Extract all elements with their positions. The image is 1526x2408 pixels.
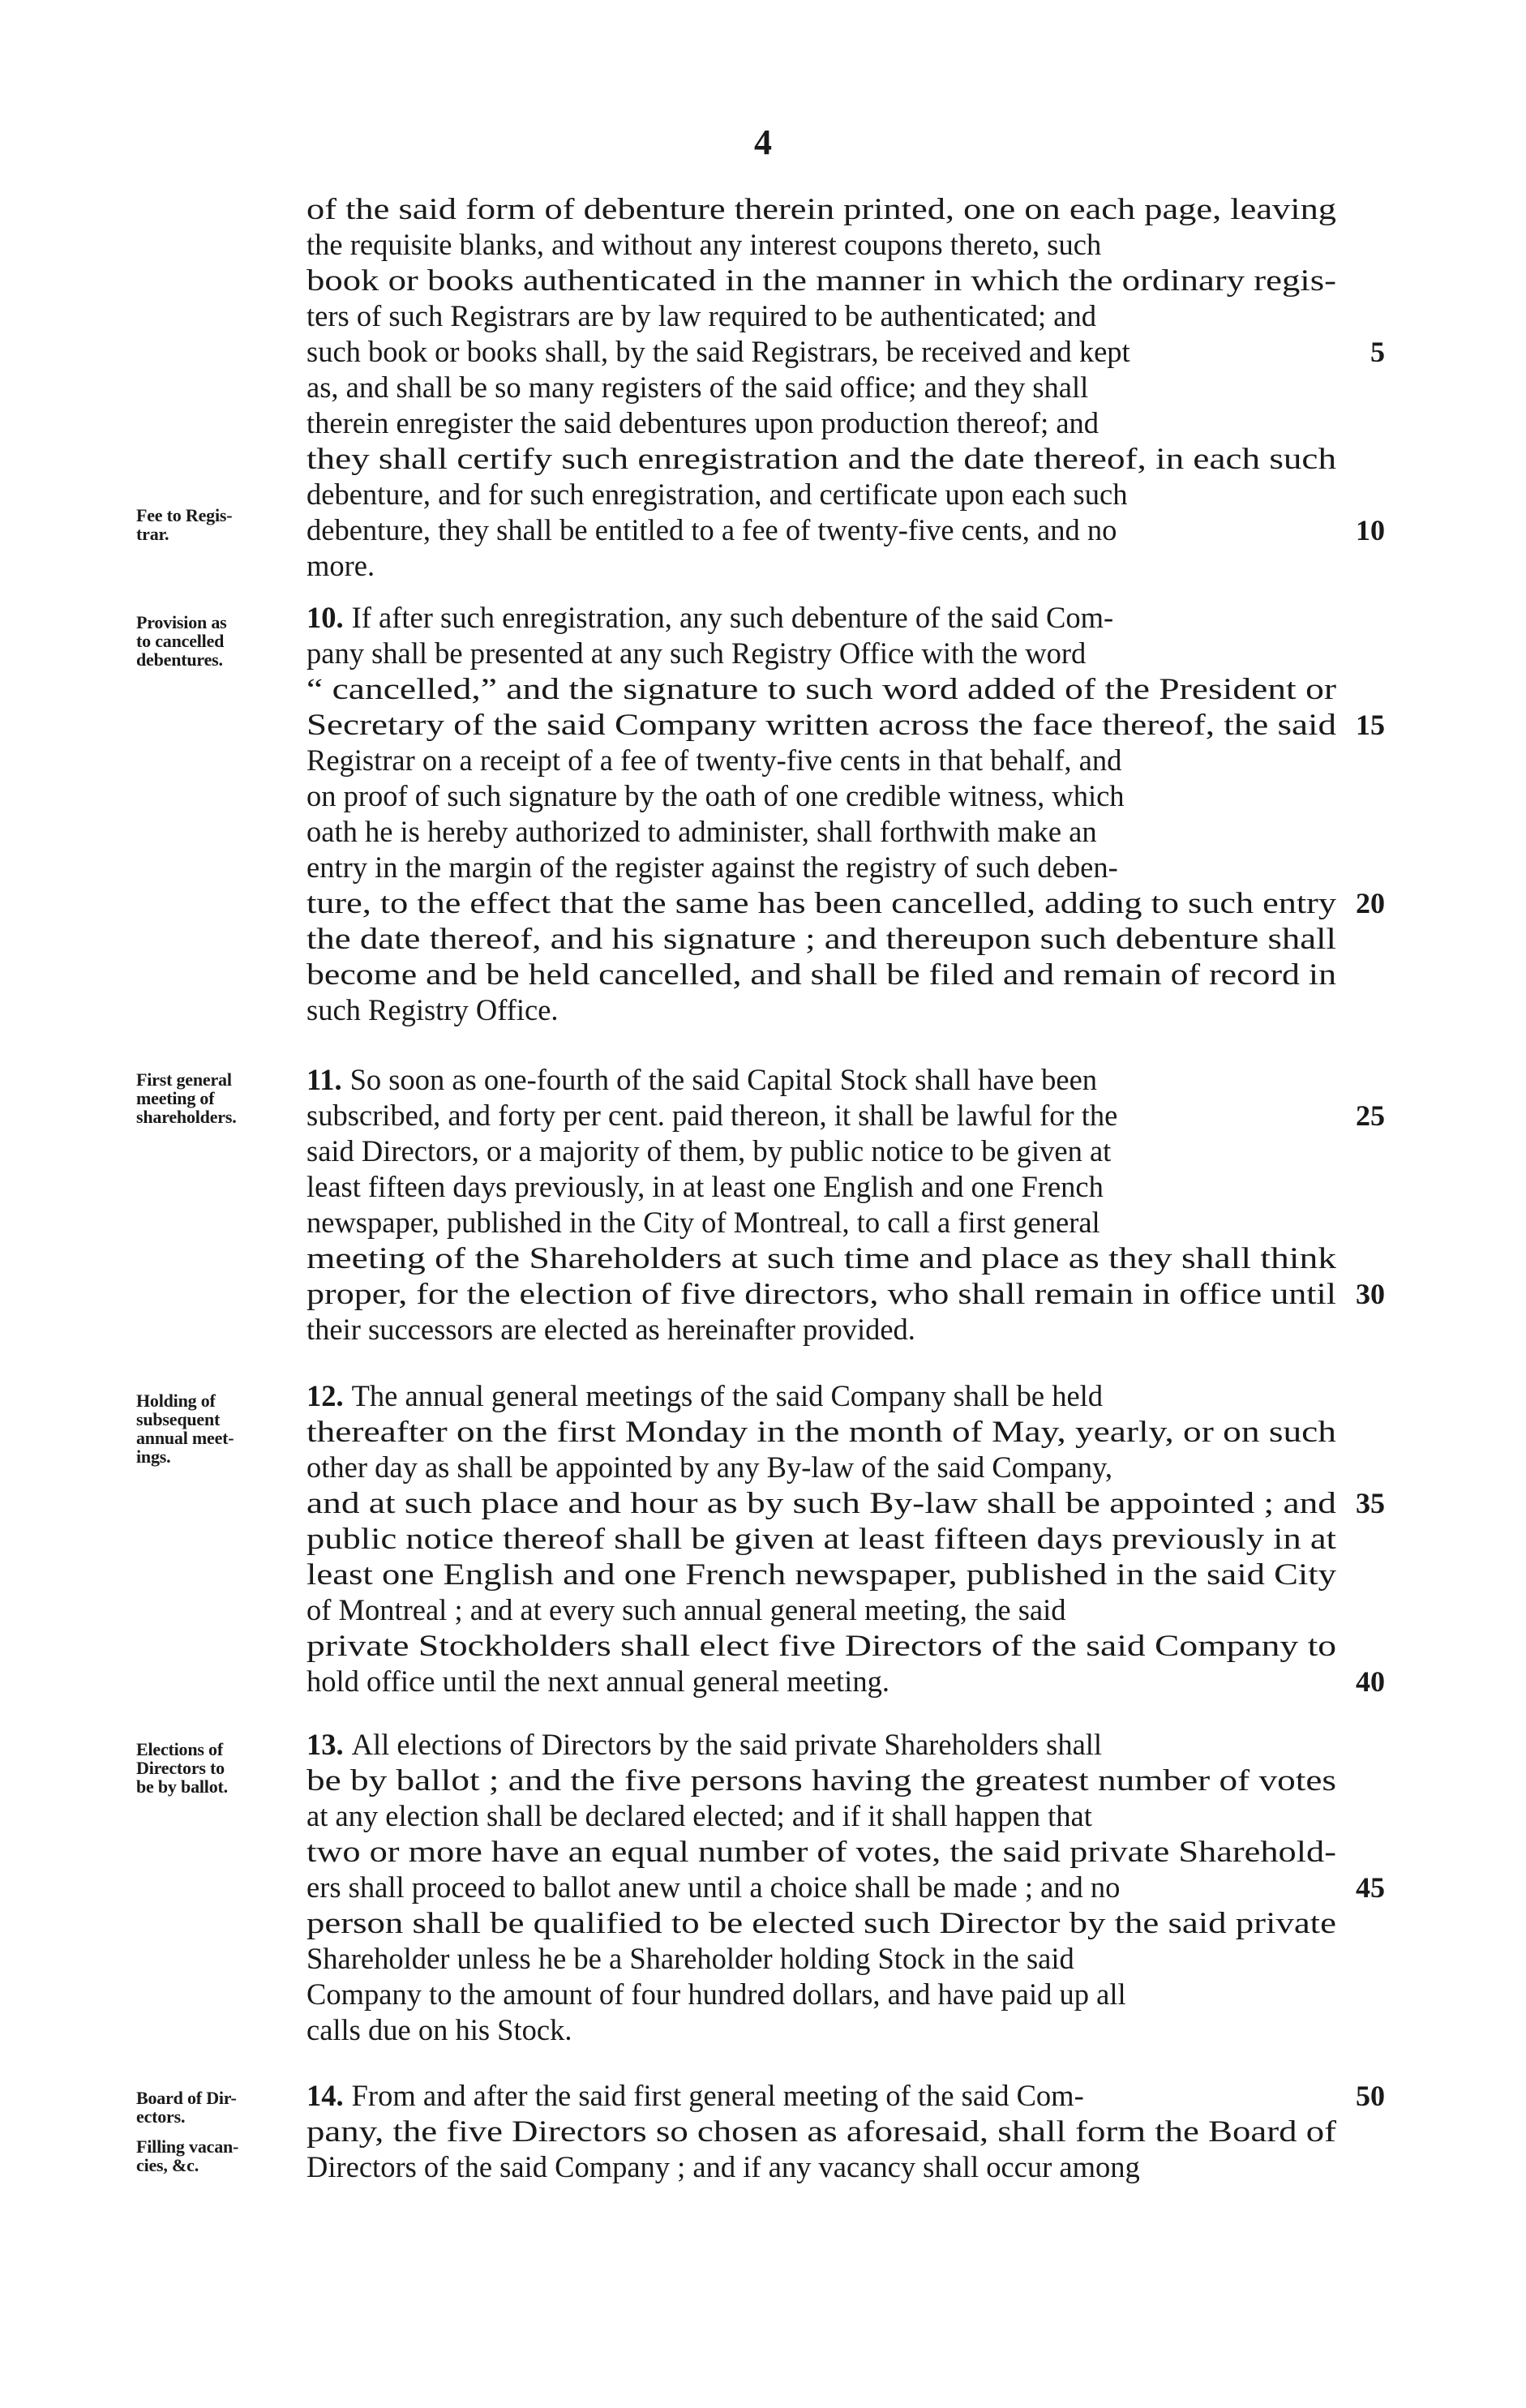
text-line: Directors of the said Company ; and if any vacancy shall occur among [306, 2150, 1140, 2183]
text-line: pany, the five Directors so chosen as aforesaid, shall form the Board of [306, 2114, 1336, 2148]
text-line: entry in the margin of the register against the registry of such deben- [306, 851, 1118, 884]
text-line: such Registry Office. [306, 993, 559, 1026]
text-line: more. [306, 549, 375, 582]
side-note [136, 506, 315, 543]
text-line: ers shall proceed to ballot anew until a choice shall be made ; and no 45 [306, 1870, 1385, 1904]
section-10 [306, 600, 1385, 1028]
text-line: 12.The annual general meetings of the said Company shall be held [306, 1379, 1104, 1412]
text-line: meeting of the Shareholders at such time and place as they shall think [306, 1241, 1336, 1275]
text-line: their successors are elected as hereinafter provided. [306, 1313, 915, 1346]
line-number: 5 [1370, 336, 1385, 368]
text-line: debenture, and for such enregistration, and certificate upon each such [306, 478, 1128, 511]
text-line: newspaper, published in the City of Montreal, to call a first general [306, 1206, 1100, 1239]
side-note [136, 1070, 315, 1126]
side-note [136, 1391, 315, 1466]
text-line: two or more have an equal number of votes, the said private Sharehold- [306, 1835, 1336, 1868]
text-line: they shall certify such enregistration and the date thereof, in each such [306, 442, 1336, 475]
side-note-line: be by ballot. [136, 1776, 228, 1797]
side-note-line: Board of Dir- [136, 2088, 237, 2108]
text-line: Registrar on a receipt of a fee of twenty-five cents in that behalf, and [306, 743, 1122, 777]
text-line: least fifteen days previously, in at least one English and one French [306, 1170, 1104, 1203]
text-line: the date thereof, and his signature ; and thereupon such debenture shall [306, 922, 1336, 955]
section-number: 10. [306, 601, 344, 634]
text-line: and at such place and hour as by such By-law shall be appointed ; and 35 [306, 1486, 1385, 1519]
text-line: debenture, they shall be entitled to a fee of twenty-five cents, and no 10 [306, 513, 1385, 546]
text-line: book or books authenticated in the manner in which the ordinary regis- [306, 264, 1336, 297]
text-line: other day as shall be appointed by any By-law of the said Company, [306, 1450, 1113, 1484]
side-note-line: First general [136, 1069, 232, 1090]
text-line: 11.So soon as one-fourth of the said Capital Stock shall have been [306, 1063, 1098, 1096]
line-number: 25 [1356, 1099, 1385, 1132]
line-number: 50 [1356, 2080, 1385, 2112]
text-line: hold office until the next annual general meeting. 40 [306, 1665, 1385, 1698]
page-number: 4 [754, 122, 772, 162]
text-line: pany shall be presented at any such Registry Office with the word [306, 636, 1087, 670]
text-line: at any election shall be declared elected; and if it shall happen that [306, 1799, 1092, 1832]
side-note-line: Provision as [136, 612, 227, 632]
text-line: thereafter on the first Monday in the month of May, yearly, or on such [306, 1415, 1336, 1448]
text-line: calls due on his Stock. [306, 2013, 572, 2046]
line-number: 45 [1356, 1871, 1385, 1904]
line-number: 40 [1356, 1665, 1385, 1698]
side-note-line: meeting of [136, 1088, 215, 1108]
side-note [136, 2089, 315, 2126]
text-line: of the said form of debenture therein printed, one on each page, leaving [306, 192, 1336, 225]
text-line: Secretary of the said Company written across the face thereof, the said 15 [306, 708, 1385, 741]
side-note-line: Fee to Regis- [136, 505, 233, 525]
text-line: oath he is hereby authorized to administer, shall forthwith make an [306, 815, 1097, 848]
text-line: Company to the amount of four hundred dollars, and have paid up all [306, 1977, 1126, 2011]
line-number: 20 [1356, 887, 1385, 919]
side-note-line: ings. [136, 1446, 171, 1467]
text-line: private Stockholders shall elect five Directors of the said Company to [306, 1629, 1336, 1662]
side-note-line: ectors. [136, 2106, 186, 2127]
text-line: proper, for the election of five directors, who shall remain in office until 30 [306, 1277, 1385, 1310]
section-number: 11. [306, 1063, 342, 1096]
line-number: 30 [1356, 1278, 1385, 1310]
continued-paragraph [306, 191, 1385, 584]
text-line: ture, to the effect that the same has been cancelled, adding to such entry 20 [306, 886, 1385, 919]
side-note-line: shareholders. [136, 1107, 237, 1127]
text-line: public notice thereof shall be given at least fifteen days previously in at [306, 1522, 1336, 1555]
text-line: subscribed, and forty per cent. paid thereon, it shall be lawful for the 25 [306, 1099, 1385, 1132]
text-line: ters of such Registrars are by law required to be authenticated; and [306, 299, 1096, 332]
side-note-line: annual meet- [136, 1428, 234, 1448]
text-line: as, and shall be so many registers of the said office; and they shall [306, 371, 1089, 404]
side-note-line: Directors to [136, 1758, 225, 1778]
line-number: 10 [1356, 514, 1385, 546]
text-line: of Montreal ; and at every such annual general meeting, the said [306, 1593, 1066, 1626]
text-line: the requisite blanks, and without any interest coupons thereto, such [306, 228, 1102, 261]
section-number: 12. [306, 1379, 344, 1412]
text-line: person shall be qualified to be elected such Director by the said private [306, 1906, 1336, 1939]
text-line: Shareholder unless he be a Shareholder holding Stock in the said [306, 1942, 1074, 1975]
side-note-line: cies, &c. [136, 2155, 199, 2175]
section-number: 14. [306, 2079, 344, 2112]
text-line: said Directors, or a majority of them, by public notice to be given at [306, 1134, 1112, 1168]
side-note [136, 2137, 315, 2174]
text-line: such book or books shall, by the said Registrars, be received and kept 5 [306, 335, 1385, 368]
text-line: become and be held cancelled, and shall be filed and remain of record in [306, 958, 1336, 991]
section-12 [306, 1378, 1385, 1699]
side-note-line: to cancelled [136, 631, 225, 651]
side-note-line: Filling vacan- [136, 2136, 239, 2157]
side-note-line: subsequent [136, 1409, 221, 1429]
text-line: 14.From and after the said first general meeting of the said Com- 50 [306, 2079, 1385, 2112]
side-note-line: trar. [136, 524, 169, 544]
section-14 [306, 2078, 1385, 2185]
text-line: on proof of such signature by the oath of one credible witness, which [306, 779, 1125, 812]
text-line: 10.If after such enregistration, any such debenture of the said Com- [306, 601, 1114, 634]
section-11 [306, 1062, 1385, 1348]
side-note [136, 1740, 315, 1796]
side-note-line: Elections of [136, 1739, 223, 1759]
text-line: be by ballot ; and the five persons having the greatest number of votes [306, 1763, 1336, 1797]
side-note [136, 613, 315, 669]
text-line: “ cancelled,” and the signature to such word added of the President or [306, 672, 1336, 705]
side-note-line: Holding of [136, 1390, 216, 1411]
section-number: 13. [306, 1728, 344, 1761]
text-line: therein enregister the said debentures upon production thereof; and [306, 406, 1099, 439]
text-line: least one English and one French newspaper, published in the said City [306, 1557, 1336, 1591]
section-13 [306, 1727, 1385, 2048]
line-number: 35 [1356, 1487, 1385, 1519]
side-note-line: debentures. [136, 649, 223, 670]
text-line: 13.All elections of Directors by the said private Shareholders shall [306, 1728, 1103, 1761]
line-number: 15 [1356, 709, 1385, 741]
